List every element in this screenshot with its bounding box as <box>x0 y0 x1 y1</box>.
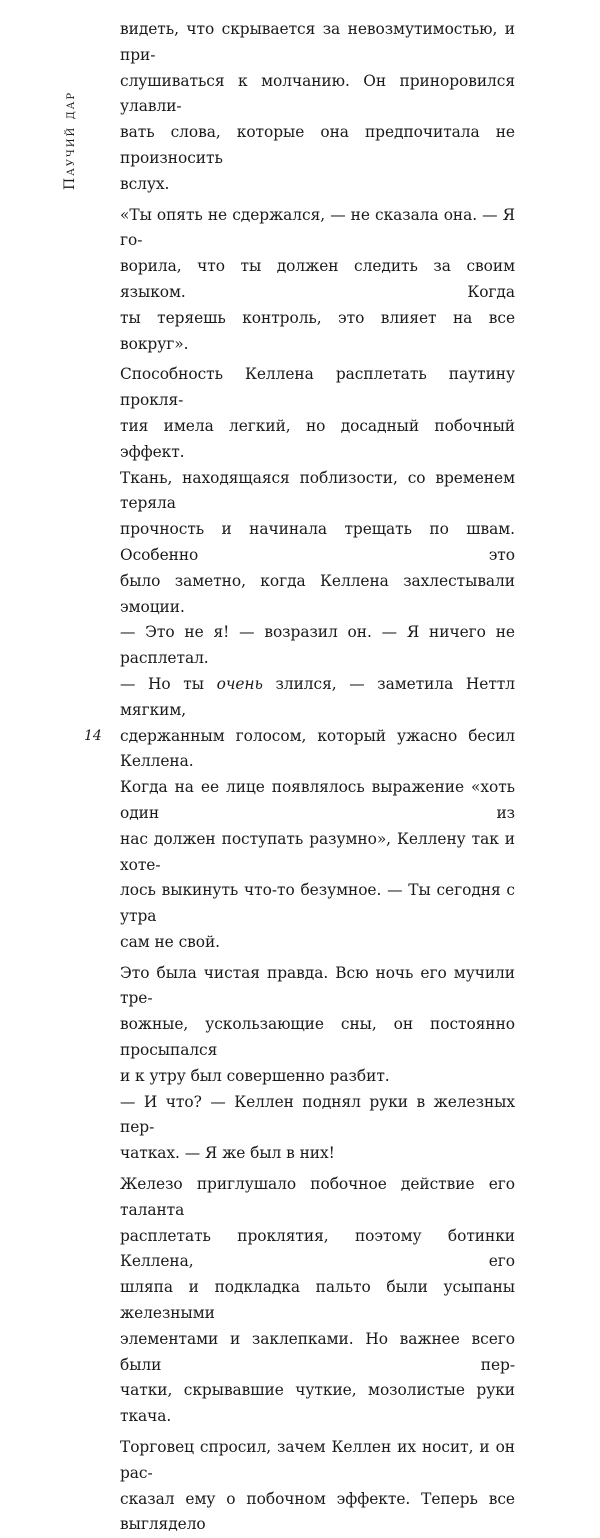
text-line: расплетать проклятия, поэтому ботинки Келлена, его <box>120 1226 515 1271</box>
text-line: и к утру был совершенно разбит. <box>120 1066 390 1085</box>
paragraph <box>120 1378 515 1430</box>
paragraph <box>120 306 515 358</box>
paragraph <box>120 1435 515 1487</box>
text-line: нас должен поступать разумно», Келлену так и хоте- <box>120 829 515 874</box>
text-fragment: злился, — заметила Неттл мягким, <box>120 674 515 719</box>
paragraph <box>120 1487 515 1538</box>
paragraph <box>120 1172 515 1224</box>
paragraph <box>120 414 515 466</box>
text-fragment: — Но ты <box>120 674 204 693</box>
paragraph <box>120 569 515 621</box>
paragraph <box>120 1090 515 1142</box>
running-title: Паучий дар <box>62 90 78 190</box>
text-line <box>120 672 515 724</box>
text-line: было заметно, когда Келлена захлестывали эмоции. <box>120 571 515 616</box>
paragraph <box>120 517 515 569</box>
text-line: шляпа и подкладка пальто были усыпаны железными <box>120 1278 515 1323</box>
text-line: Способность Келлена расплетать паутину прокля- <box>120 365 515 410</box>
paragraph <box>120 878 515 930</box>
paragraph <box>120 1012 515 1064</box>
paragraph <box>120 120 515 172</box>
text-line: видеть, что скрывается за невозмутимостью, и при- <box>120 20 515 64</box>
text-line: прочность и начинала трещать по швам. Особенно это <box>120 520 515 564</box>
text-line: ты теряешь контроль, это влияет на все вокруг». <box>120 308 515 353</box>
paragraph <box>120 930 515 956</box>
paragraph <box>120 1064 515 1090</box>
text-line: Торговец спросил, зачем Келлен их носит, и он рас- <box>120 1438 515 1482</box>
text-line: вать слова, которые она предпочитала не произносить <box>120 123 515 167</box>
paragraph <box>120 724 515 776</box>
text-line: Это была чистая правда. Всю ночь его мучили тре- <box>120 963 515 1008</box>
text-line: — Это не я! — возразил он. — Я ничего не расплетал. <box>120 623 515 668</box>
text-line: чатках. — Я же был в них! <box>120 1144 335 1163</box>
paragraph <box>120 961 515 1013</box>
text-line: Ткань, находящаяся поблизости, со временем теряла <box>120 468 515 513</box>
text-line: — И что? — Келлен поднял руки в железных пер- <box>120 1092 515 1137</box>
paragraph <box>120 362 515 414</box>
text-line: вожные, ускользающие сны, он постоянно просыпался <box>120 1015 515 1060</box>
paragraph <box>120 1141 515 1167</box>
page-number: 14 <box>84 728 102 744</box>
text-line: слушиваться к молчанию. Он приноровился улавли- <box>120 71 515 116</box>
text-line: сам не свой. <box>120 932 221 951</box>
emphasis: очень <box>216 674 263 693</box>
text-line: вслух. <box>120 174 170 193</box>
paragraph <box>120 1327 515 1379</box>
text-line: «Ты опять не сдержался, — не сказала она. — Я го- <box>120 205 515 250</box>
text-line: тия имела легкий, но досадный побочный эффект. <box>120 416 515 461</box>
text-line: чатки, скрывавшие чуткие, мозолистые руки ткача. <box>120 1381 515 1426</box>
text-line: элементами и заклепками. Но важнее всего были пер- <box>120 1329 515 1374</box>
paragraph <box>120 672 515 724</box>
text-line: сдержанным голосом, который ужасно бесил Келлена. <box>120 726 515 771</box>
paragraph <box>120 17 515 69</box>
paragraph <box>120 827 515 879</box>
paragraph <box>120 203 515 255</box>
paragraph <box>120 620 515 672</box>
paragraph <box>120 775 515 827</box>
text-line: Когда на ее лице появлялось выражение «хоть один из <box>120 778 515 822</box>
main-text <box>120 17 515 1538</box>
text-line: лось выкинуть что-то безумное. — Ты сегодня с утра <box>120 881 515 926</box>
paragraph <box>120 69 515 121</box>
paragraph <box>120 1275 515 1327</box>
text-line: ворила, что ты должен следить за своим языком. Когда <box>120 257 515 301</box>
text-line: Железо приглушало побочное действие его таланта <box>120 1175 515 1219</box>
paragraph <box>120 254 515 306</box>
paragraph <box>120 466 515 518</box>
paragraph <box>120 1224 515 1276</box>
paragraph <box>120 172 515 198</box>
text-line: сказал ему о побочном эффекте. Теперь все выглядело <box>120 1489 515 1534</box>
